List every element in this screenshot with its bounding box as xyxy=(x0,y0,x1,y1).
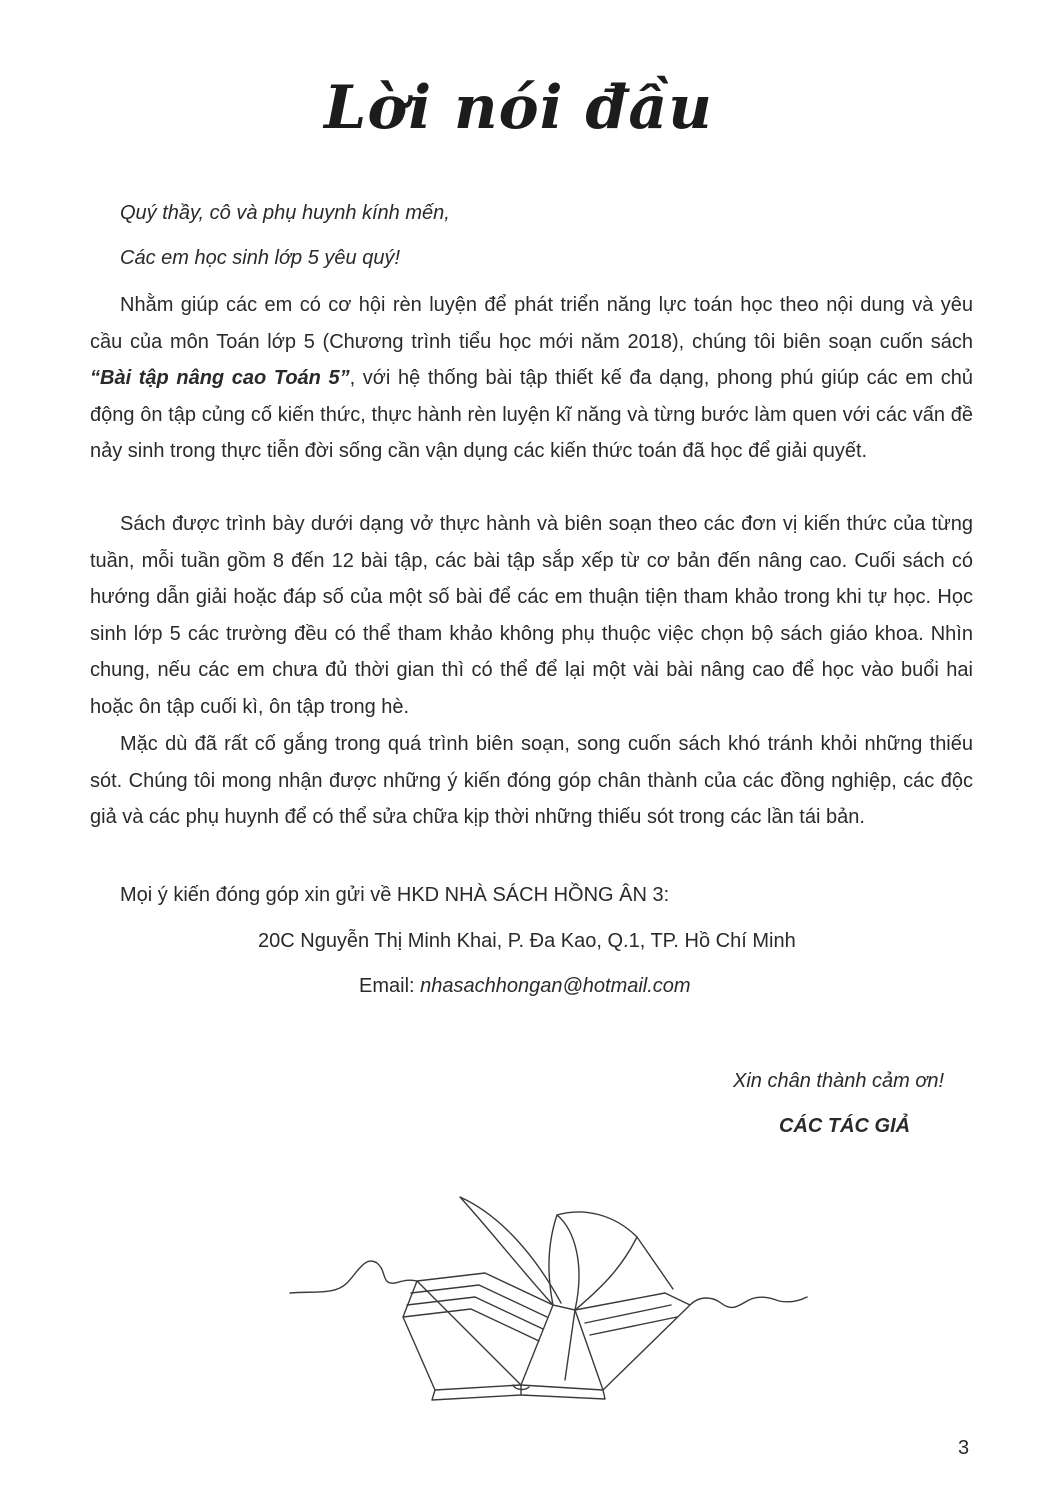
greeting-teachers-parents: Quý thầy, cô và phụ huynh kính mến, xyxy=(120,202,450,224)
contact-intro: Mọi ý kiến đóng góp xin gửi về HKD NHÀ SÁCH HỒNG ÂN 3: xyxy=(120,884,670,906)
page-number: 3 xyxy=(958,1437,970,1459)
authors-signature: CÁC TÁC GIẢ xyxy=(779,1115,911,1137)
email-label: Email: xyxy=(359,975,421,997)
email-address: nhasachhongan@hotmail.com xyxy=(420,975,691,997)
paragraph-purpose-intro: Nhằm giúp các em có cơ hội rèn luyện để phát triển năng lực toán học theo nội dung và yêu cầu của môn Toán lớp 5 (Chương trình tiểu học mới năm 2018), chúng tôi biên soạn cuốn sách xyxy=(90,294,973,353)
closing-thanks: Xin chân thành cảm ơn! xyxy=(733,1070,945,1092)
paragraph-purpose-rest: , với hệ thống bài tập thiết kế đa dạng, phong phú giúp các em chủ động ôn tập củng cố kiến thức, thực hành rèn luyện kĩ năng và từng bước làm quen với các vấn đề nảy sinh trong thực tiễn đời sống cần vận dụng các kiến thức toán đã học để giải quyết. xyxy=(90,367,974,462)
open-book-icon xyxy=(285,1185,815,1410)
paragraph-purpose xyxy=(90,287,973,470)
page-title: Lời nói đầu xyxy=(324,73,713,143)
book-title: “Bài tập nâng cao Toán 5” xyxy=(90,367,350,389)
greeting-students: Các em học sinh lớp 5 yêu quý! xyxy=(120,247,401,269)
contact-address: 20C Nguyễn Thị Minh Khai, P. Đa Kao, Q.1, TP. Hồ Chí Minh xyxy=(258,930,796,952)
contact-email xyxy=(359,971,691,1001)
paragraph-structure: Sách được trình bày dưới dạng vở thực hành và biên soạn theo các đơn vị kiến thức của từng tuần, mỗi tuần gồm 8 đến 12 bài tập, các bài tập sắp xếp từ cơ bản đến nâng cao. Cuối sách có hướng dẫn giải hoặc đáp số của một số bài để các em thuận tiện tham khảo trong khi tự học. Học sinh lớp 5 các trường đều có thể tham khảo không phụ thuộc việc chọn bộ sách giáo khoa. Nhìn chung, nếu các em chưa đủ thời gian thì có thể để lại một vài bài nâng cao để học vào buổi hai hoặc ôn tập cuối kì, ôn tập trong hè. xyxy=(90,513,973,718)
paragraph-feedback: Mặc dù đã rất cố gắng trong quá trình biên soạn, song cuốn sách khó tránh khỏi những thiếu sót. Chúng tôi mong nhận được những ý kiến đóng góp chân thành của các đồng nghiệp, các độc giả và các phụ huynh để có thể sửa chữa kịp thời những thiếu sót trong các lần tái bản. xyxy=(90,733,973,828)
